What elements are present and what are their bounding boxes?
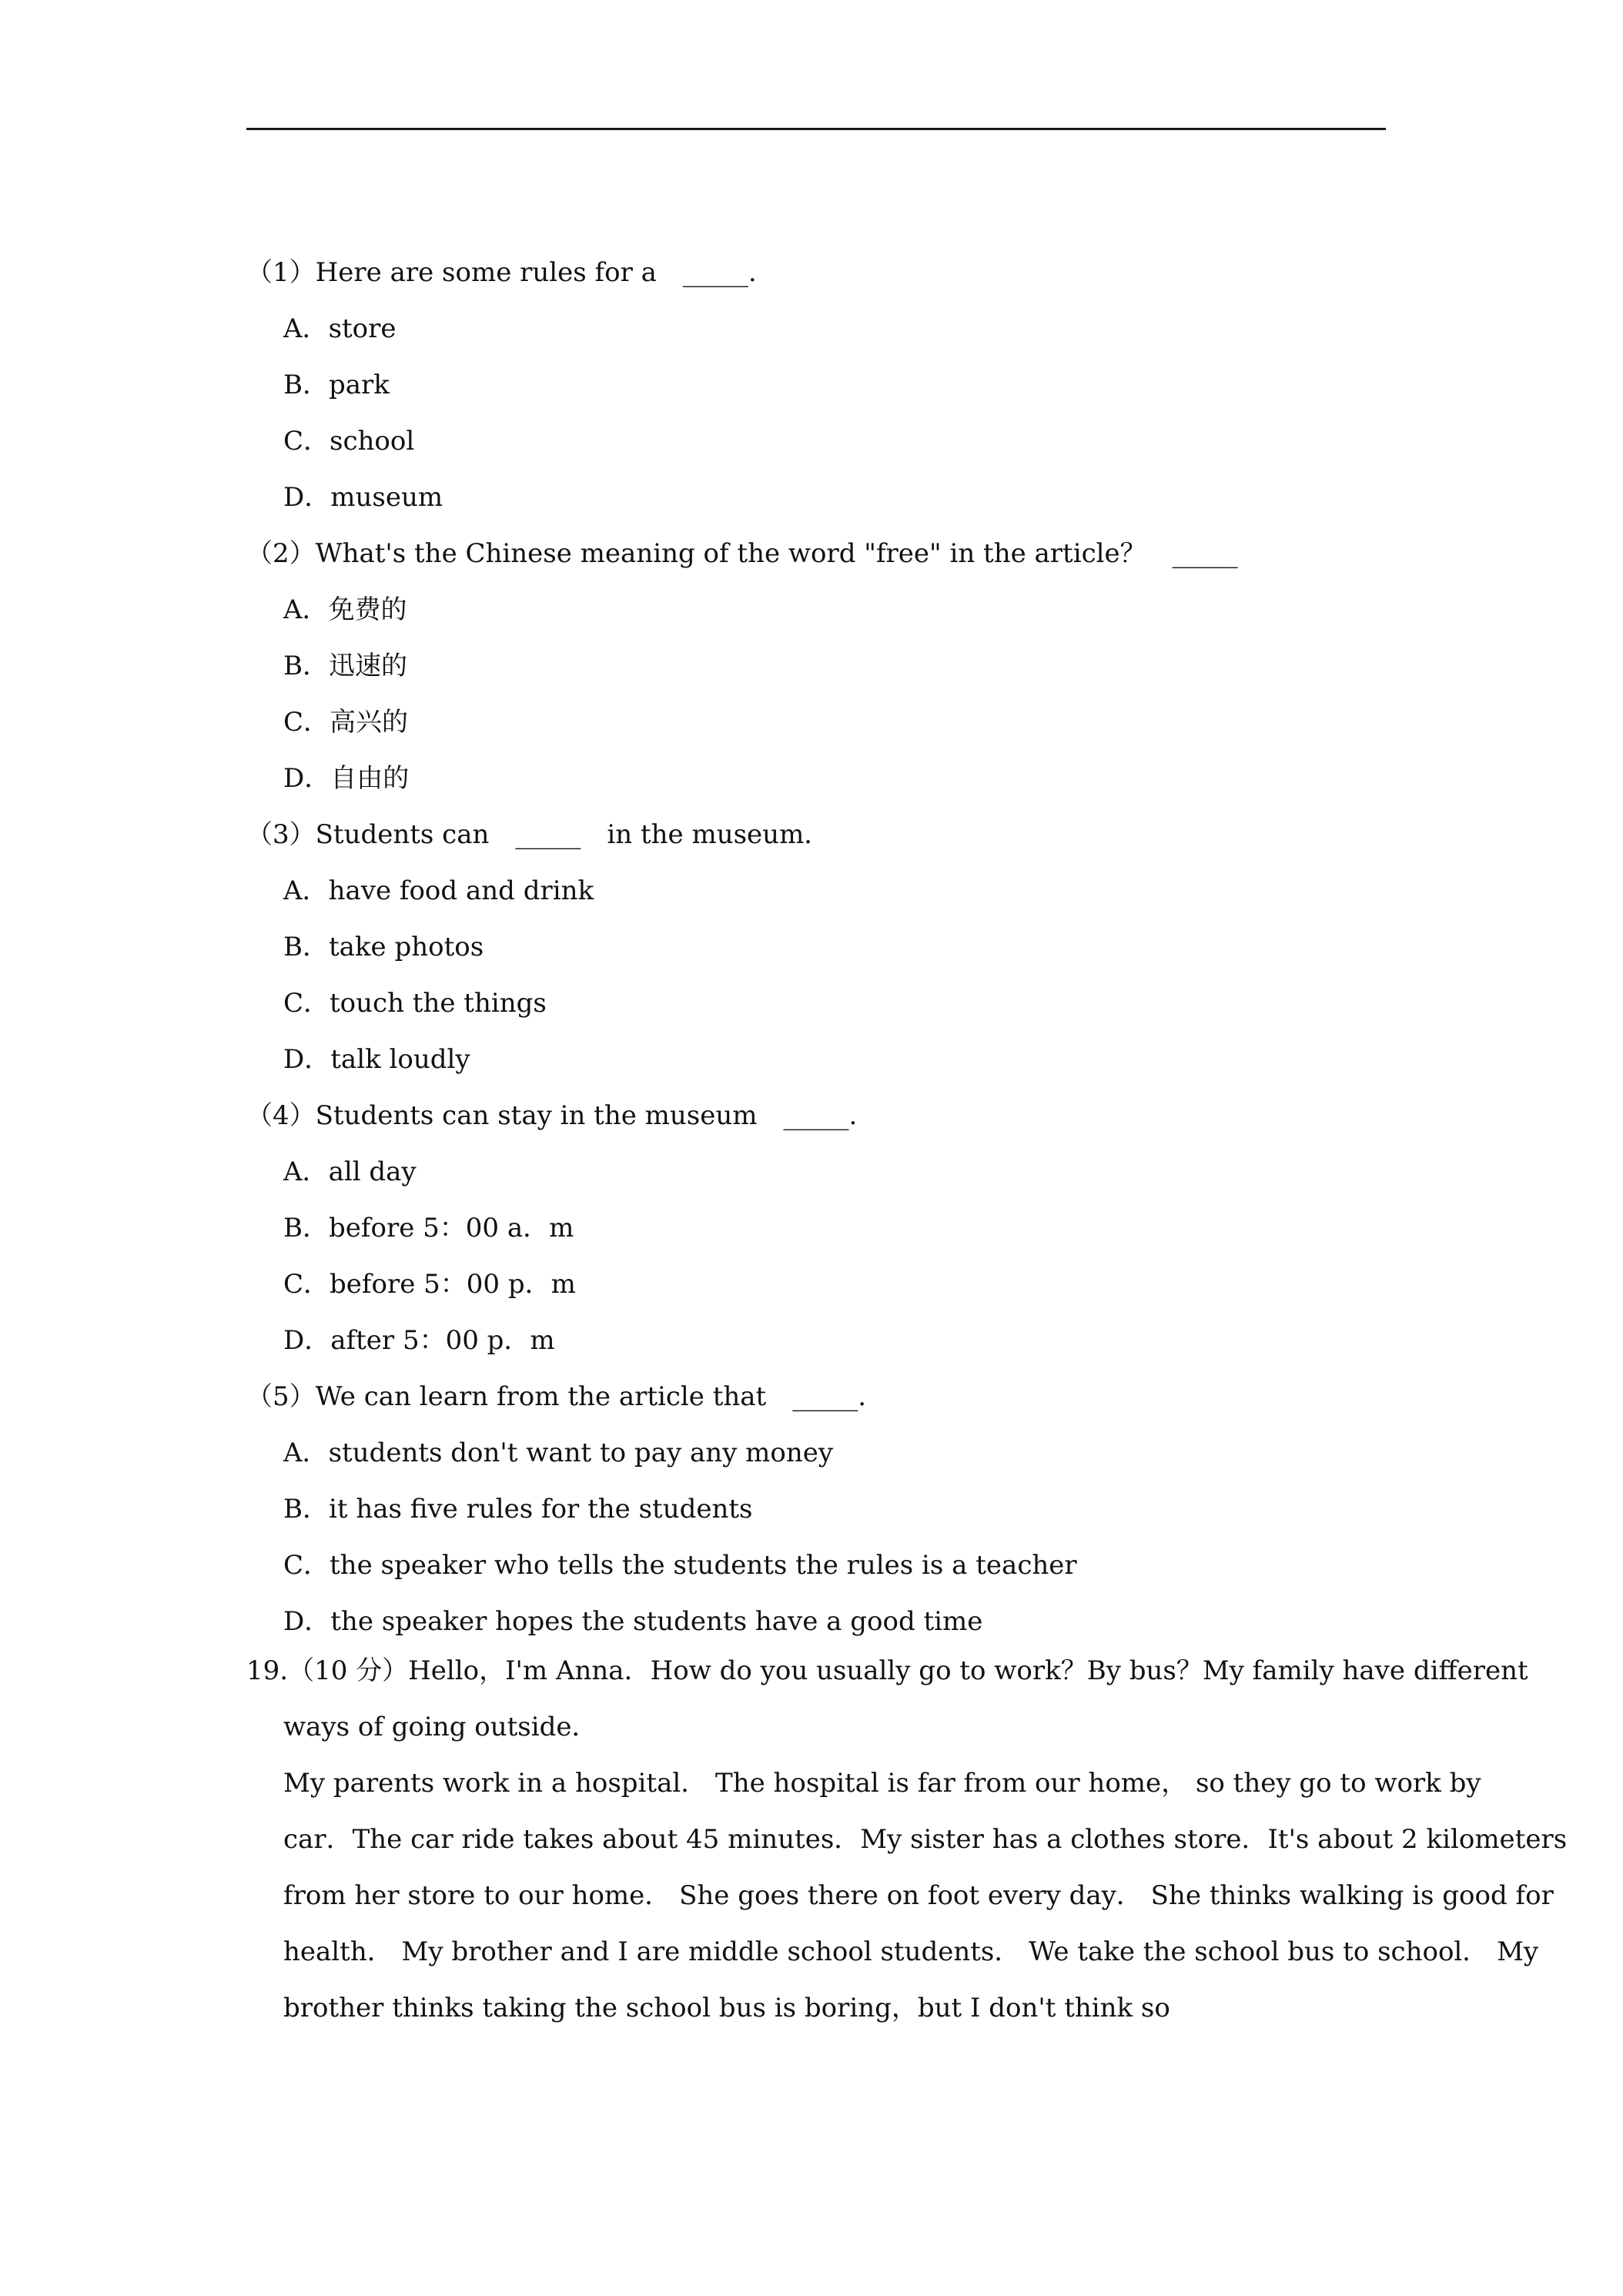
passage-line: health． My brother and I are middle school students． We take the school bus to school． My	[283, 1936, 1539, 1967]
passage-line: from her store to our home． She goes there on foot every day． She thinks walking is good for	[283, 1880, 1554, 1911]
option-letter: C．	[283, 426, 330, 457]
option-text: students don't want to pay any money	[328, 1438, 834, 1468]
option-letter: C．	[283, 988, 330, 1019]
question-4-option-d	[246, 1313, 1401, 1369]
question-list	[246, 245, 1401, 1650]
option-text: after 5：00 p．m	[330, 1325, 555, 1356]
question-3-option-a	[246, 863, 1401, 919]
option-text: park	[329, 370, 390, 400]
option-text: 高兴的	[330, 707, 409, 738]
question-3-option-b	[246, 919, 1401, 976]
option-letter: D．	[283, 1044, 331, 1075]
question-stem-4: （4）Students can stay in the museum _____.	[246, 1100, 858, 1131]
option-text: museum	[330, 482, 443, 513]
question-2-option-d	[246, 751, 1401, 807]
option-letter: D．	[283, 482, 331, 513]
option-text: 免费的	[328, 594, 407, 625]
option-text: talk loudly	[330, 1044, 470, 1075]
option-letter: A．	[283, 594, 329, 625]
option-text: school	[330, 426, 415, 457]
option-text: 自由的	[330, 763, 410, 794]
passage-line: car．The car ride takes about 45 minutes．My sister has a clothes store．It's about 2 kilometers	[283, 1824, 1568, 1855]
question-4-option-c	[246, 1257, 1401, 1313]
option-letter: D．	[283, 1606, 331, 1637]
option-text: it has five rules for the students	[329, 1494, 753, 1525]
question-stem-1: （1）Here are some rules for a _____.	[246, 257, 757, 288]
option-text: touch the things	[330, 988, 547, 1019]
option-text: store	[328, 313, 397, 344]
passage-line: brother thinks taking the school bus is boring，but I don't think so	[283, 1993, 1170, 2023]
passage-line: My parents work in a hospital． The hospital is far from our home， so they go to work by	[283, 1768, 1481, 1799]
question-stem-3: （3）Students can _____ in the museum．	[246, 819, 831, 850]
option-letter: C．	[283, 1550, 330, 1581]
question-1-option-a	[246, 301, 1401, 357]
option-letter: A．	[283, 1438, 329, 1468]
option-letter: B．	[283, 1213, 329, 1243]
option-letter: C．	[283, 707, 330, 738]
option-text: before 5：00 a．m	[329, 1213, 574, 1243]
question-2-option-a	[246, 582, 1401, 638]
option-letter: B．	[283, 651, 329, 681]
option-text: have food and drink	[328, 875, 594, 906]
question-2-option-b	[246, 638, 1401, 694]
option-letter: B．	[283, 1494, 329, 1525]
option-letter: B．	[283, 932, 329, 962]
question-1-option-b	[246, 357, 1401, 413]
question-5-option-d	[246, 1594, 1401, 1650]
question-1-option-c	[246, 413, 1401, 470]
question-1-option-d	[246, 470, 1401, 526]
question-4-option-a	[246, 1144, 1401, 1200]
question-5-option-c	[246, 1538, 1401, 1594]
passage-body	[246, 1699, 1568, 2037]
question-3-option-c	[246, 976, 1401, 1032]
option-letter: D．	[283, 1325, 331, 1356]
option-letter: A．	[283, 875, 329, 906]
option-text: the speaker hopes the students have a good time	[330, 1606, 983, 1637]
question-5-option-b	[246, 1481, 1401, 1538]
question-4-option-b	[246, 1200, 1401, 1257]
question-5-option-a	[246, 1425, 1401, 1481]
question-stem-2: （2）What's the Chinese meaning of the word "free" in the article？ _____	[246, 538, 1238, 569]
option-letter: C．	[283, 1269, 330, 1300]
question-stem-5: （5）We can learn from the article that _____.	[246, 1381, 867, 1412]
option-letter: B．	[283, 370, 329, 400]
question-2-option-c	[246, 694, 1401, 751]
option-text: all day	[328, 1156, 417, 1187]
option-text: take photos	[329, 932, 484, 962]
option-letter: D．	[283, 763, 331, 794]
reading-passage-19	[246, 1643, 1568, 2037]
option-letter: A．	[283, 313, 329, 344]
question-3-option-d	[246, 1032, 1401, 1088]
option-text: 迅速的	[329, 651, 407, 681]
option-letter: A．	[283, 1156, 329, 1187]
option-text: before 5：00 p．m	[330, 1269, 576, 1300]
option-text: the speaker who tells the students the rules is a teacher	[330, 1550, 1077, 1581]
header-rule	[246, 128, 1386, 130]
passage-heading: 19.（10 分）Hello，I'm Anna．How do you usually go to work？By bus？My family have different	[246, 1655, 1528, 1686]
passage-line: ways of going outside．	[283, 1712, 598, 1742]
